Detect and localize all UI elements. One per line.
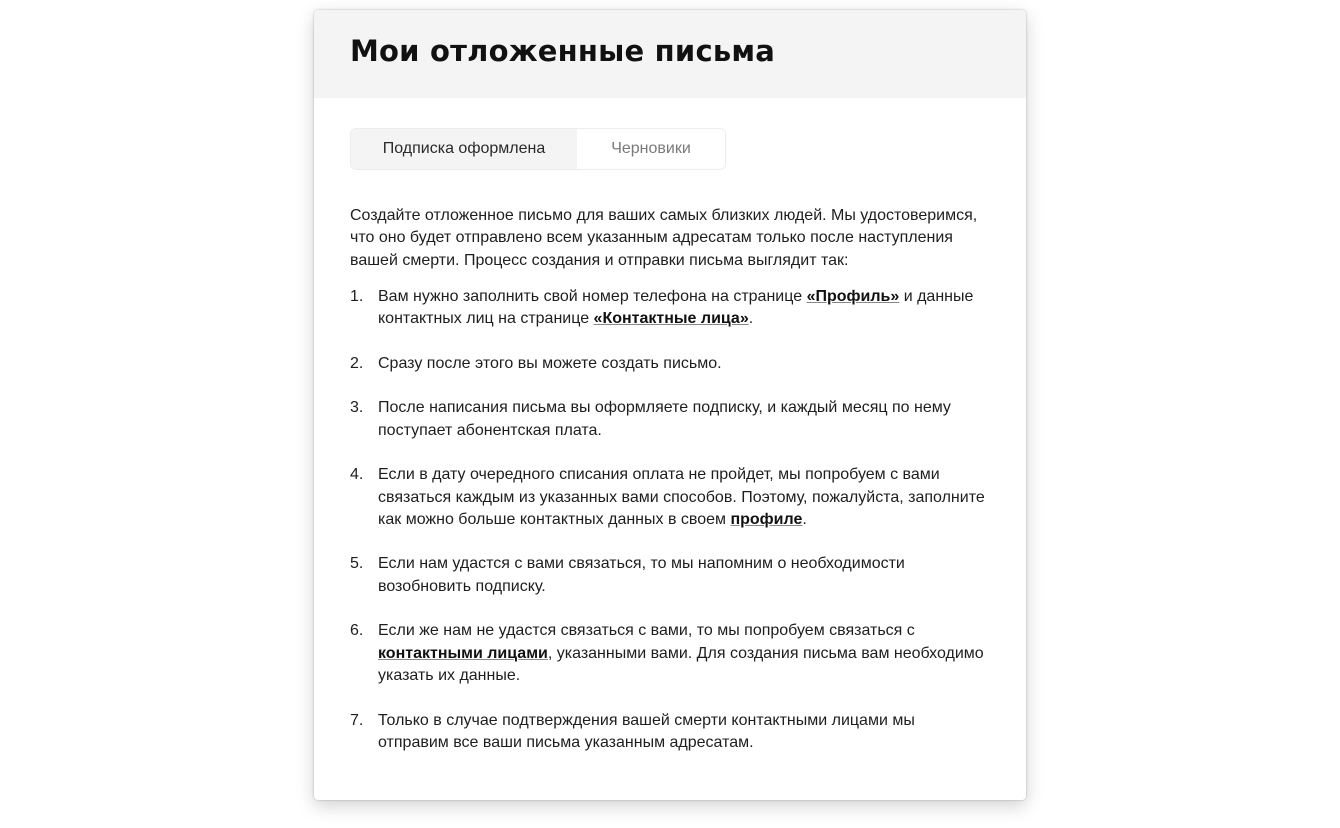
card-header [314, 10, 1026, 98]
list-item [350, 397, 990, 442]
page-title: Мои отложенные письма [350, 34, 776, 68]
steps-list [350, 286, 990, 754]
profile-link[interactable]: «Профиль» [806, 287, 900, 305]
step-number: 4. [350, 466, 364, 484]
step-number: 6. [350, 622, 364, 640]
step-text: Только в случае подтверждения вашей смерти контактными лицами мы отправим все ваши письма указанным адресатам. [378, 711, 915, 751]
list-item [350, 464, 990, 531]
step-text: Сразу после этого вы можете создать письмо. [378, 354, 722, 372]
step-number: 3. [350, 399, 364, 417]
content [350, 205, 990, 776]
contacts-link[interactable]: контактными лицами [378, 644, 548, 662]
step-text: Если же нам не удастся связаться с вами, то мы попробуем связаться с [378, 622, 915, 640]
tab-subscribed[interactable]: Подписка оформлена [351, 129, 577, 169]
step-text: Вам нужно заполнить свой номер телефона на странице [378, 287, 807, 305]
step-number: 7. [350, 711, 364, 729]
list-item [350, 710, 990, 755]
list-item [350, 353, 990, 375]
step-text: После написания письма вы оформляете подписку, и каждый месяц по нему поступает абонентская плата. [378, 399, 951, 439]
step-number: 1. [350, 287, 364, 305]
step-text: , указанными вами. Для создания письма вам необходимо указать их данные. [378, 644, 984, 684]
step-text: Если в дату очередного списания оплата не пройдет, мы попробуем с вами связаться каждым из указанных вами способов. Поэтому, пожалуйста, заполните как можно больше контактных данных в своем [378, 466, 985, 528]
list-item [350, 553, 990, 598]
tab-drafts[interactable]: Черновики [577, 129, 725, 169]
tabs [350, 128, 726, 170]
step-number: 5. [350, 555, 364, 573]
contacts-link[interactable]: «Контактные лица» [593, 310, 749, 328]
intro-text: Создайте отложенное письмо для ваших самых близких людей. Мы удостоверимся, что оно будет отправлено всем указанным адресатам только после наступления вашей смерти. Процесс создания и отправки письма выглядит так: [350, 207, 978, 269]
postponed-letters-card [314, 10, 1026, 800]
step-text: . [748, 310, 754, 328]
list-item [350, 620, 990, 687]
profile-link[interactable]: профиле [730, 510, 803, 528]
step-number: 2. [350, 354, 364, 372]
step-text: . [802, 510, 807, 528]
step-text: Если нам удастся с вами связаться, то мы напомним о необходимости возобновить подписку. [378, 555, 905, 595]
list-item [350, 286, 990, 331]
step-text: и данные контактных лиц на странице [378, 287, 974, 328]
